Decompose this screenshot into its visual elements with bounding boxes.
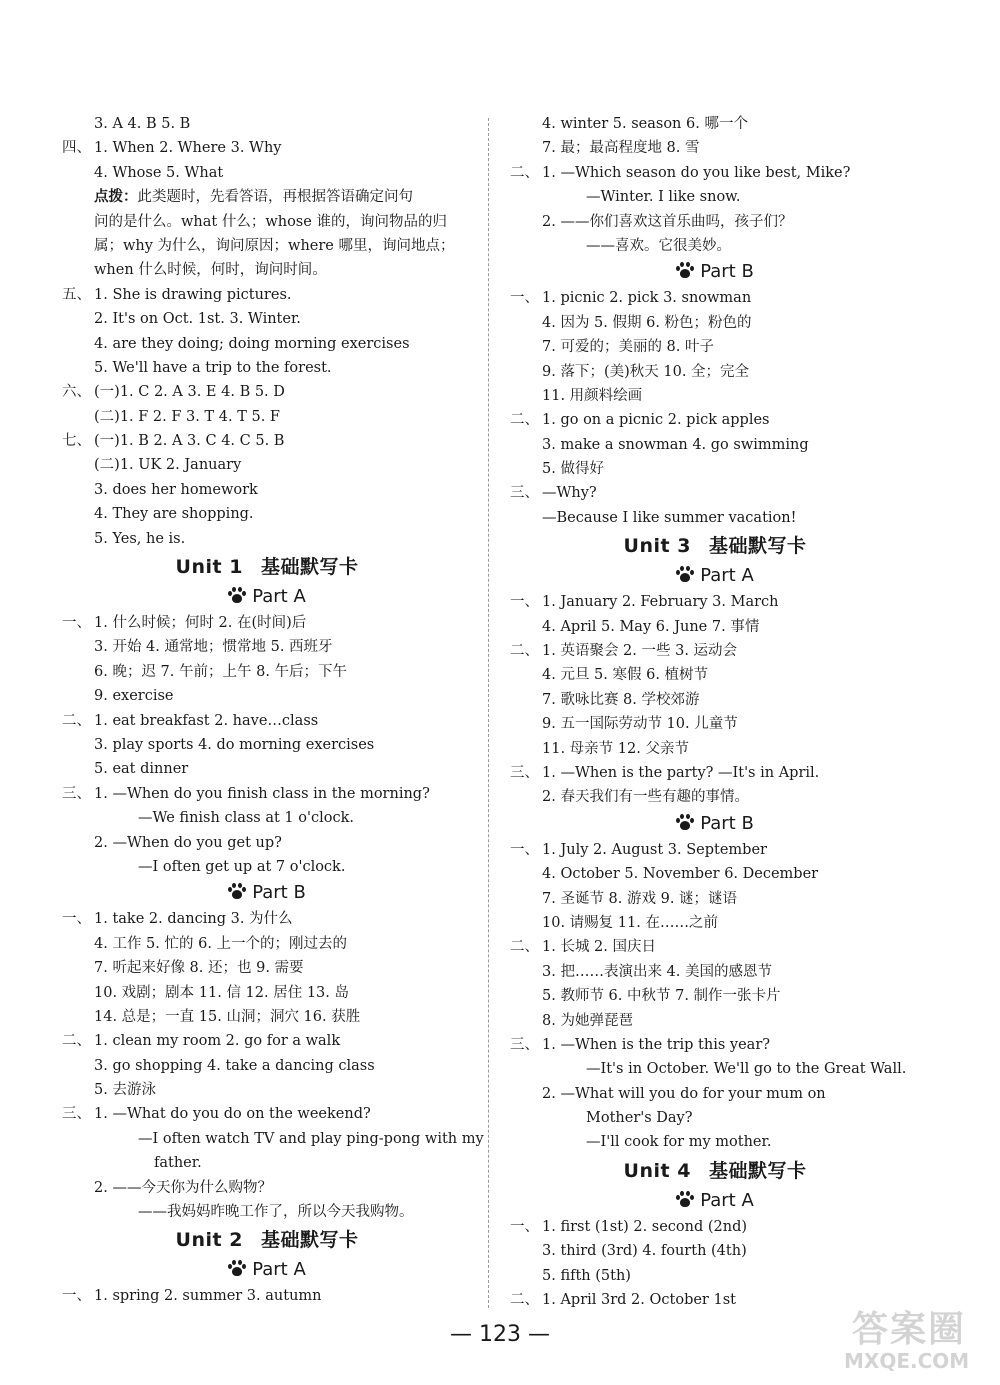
answer-line [62,1151,472,1175]
answer-line [510,838,920,862]
unit-title: 基础默写卡 [708,535,807,558]
answer-line [62,635,472,659]
watermark-logo [844,1301,994,1381]
part-heading [510,562,920,590]
answer-line [62,283,472,307]
answer-line [510,185,920,209]
part-heading [510,810,920,838]
answer-text: 4. They are shopping. [94,506,254,523]
answer-text: 1. spring 2. summer 3. autumn [94,1288,322,1305]
unit-heading [62,1224,472,1256]
section-number: 二、 [510,164,539,181]
answer-line [62,478,472,502]
answer-text: 4. winter 5. season 6. 哪一个 [542,116,748,132]
column-divider [488,118,489,1308]
part-label: Part A [700,565,754,587]
part-heading [62,1256,472,1284]
answer-text: 7. 歌咏比赛 8. 学校郊游 [542,691,700,708]
tip-text: 此类题时，先看答语，再根据答语确定问句 [137,189,413,206]
section-number: 二、 [510,939,539,956]
tip-line [62,185,472,209]
answer-line [62,1102,472,1126]
answer-text: 1. July 2. August 3. September [542,841,767,858]
answer-text: 2. —What will you do for your mum on [542,1085,826,1102]
answer-line [510,1215,920,1239]
answer-line [62,405,472,429]
answer-text: 2. ——今天你为什么购物？ [94,1179,272,1196]
part-heading [510,258,920,286]
answer-line [510,1264,920,1288]
part-label: Part B [700,261,754,283]
answer-text: 7. 圣诞节 8. 游戏 9. 谜；谜语 [542,890,738,907]
paw-icon [228,1260,246,1276]
part-heading [62,583,472,611]
answer-line [62,380,472,404]
answer-line [510,161,920,185]
answer-text: 1. —When do you finish class in the morning? [94,785,430,802]
section-number: 一、 [62,911,91,928]
answer-line [62,161,472,185]
answer-text: 1. clean my room 2. go for a walk [94,1033,341,1050]
paw-icon [228,587,246,603]
answer-text: 11. 用颜料绘画 [542,387,643,404]
answer-line [510,1239,920,1263]
part-heading [62,879,472,907]
unit-label: Unit 4 [623,1159,691,1182]
answer-text: father. [154,1155,202,1172]
section-number: 一、 [510,1218,539,1235]
unit-title: 基础默写卡 [260,1229,359,1252]
answer-line [510,408,920,432]
answer-line [62,981,472,1005]
answer-line [510,112,920,136]
answer-line [510,1033,920,1057]
answer-line [62,112,472,136]
answer-text: 3. 把……表演出来 4. 美国的感恩节 [542,963,772,980]
answer-text: 1. April 3rd 2. October 1st [542,1292,736,1309]
section-number: 一、 [510,594,539,611]
section-number: 四、 [62,140,91,157]
answer-line [62,782,472,806]
section-number: 三、 [510,764,539,781]
answer-text: 3. go shopping 4. take a dancing class [94,1057,375,1074]
answer-line [62,136,472,160]
answer-line [510,1130,920,1154]
answer-line [510,457,920,481]
section-number: 一、 [62,1288,91,1305]
answer-line [62,429,472,453]
section-number: 三、 [510,485,539,502]
answer-text: 5. 教师节 6. 中秋节 7. 制作一张卡片 [542,988,781,1005]
answer-line [510,335,920,359]
answer-line [62,831,472,855]
answer-text: 1. 什么时候；何时 2. 在(时间)后 [94,615,307,632]
unit-title: 基础默写卡 [708,1159,807,1182]
left-column [62,112,484,1309]
answer-text: 7. 可爱的；美丽的 8. 叶子 [542,339,714,356]
answer-line [62,956,472,980]
answer-line [510,590,920,614]
answer-line [510,639,920,663]
answer-text: 1. eat breakfast 2. have…class [94,712,319,729]
section-number: 五、 [62,286,91,303]
answer-line [62,709,472,733]
section-number: 二、 [510,1292,539,1309]
answer-text: 1. take 2. dancing 3. 为什么 [94,911,293,928]
answer-text: 2. 春天我们有一些有趣的事情。 [542,789,749,806]
answer-text: 5. Yes, he is. [94,530,186,547]
answer-line [62,1029,472,1053]
answer-text: 8. 为她弹琵琶 [542,1012,633,1029]
answer-line [62,1176,472,1200]
answer-line [510,311,920,335]
answer-text: 1. She is drawing pictures. [94,286,292,303]
answer-text: 2. ——你们喜欢这首乐曲吗，孩子们？ [542,213,793,230]
watermark-text: 答案圈 [852,1309,967,1350]
unit-title: 基础默写卡 [260,556,359,579]
answer-text: (一)1. B 2. A 3. C 4. C 5. B [94,433,285,450]
section-number: 二、 [510,643,539,660]
part-heading [510,1187,920,1215]
answer-line [510,1009,920,1033]
answer-text: 5. fifth (5th) [542,1267,631,1284]
answer-text: 5. 做得好 [542,461,604,478]
watermark-url: MXQE.COM [844,1349,970,1373]
paw-icon [676,262,694,278]
answer-text: 10. 戏剧；剧本 11. 信 12. 居住 13. 岛 [94,984,350,1001]
answer-line [510,712,920,736]
answer-line [510,481,920,505]
section-number: 六、 [62,384,91,401]
section-number: 七、 [62,433,91,450]
unit-label: Unit 1 [175,556,243,579]
answer-line [510,688,920,712]
answer-text: 4. April 5. May 6. June 7. 事情 [542,618,760,635]
answer-text: ——我妈妈昨晚工作了，所以今天我购物。 [138,1204,414,1221]
part-label: Part B [252,882,306,904]
answer-line [62,356,472,380]
paw-icon [676,814,694,830]
answer-text: 4. 工作 5. 忙的 6. 上一个的；刚过去的 [94,935,348,952]
unit-label: Unit 3 [623,535,691,558]
answer-line [510,615,920,639]
unit-heading [510,1155,920,1187]
section-number: 一、 [62,615,91,632]
answer-line [62,1078,472,1102]
answer-text: 7. 听起来好像 8. 还；也 9. 需要 [94,960,304,977]
answer-text: (二)1. UK 2. January [94,457,242,474]
answer-text: —We finish class at 1 o'clock. [138,810,354,827]
answer-line [62,660,472,684]
answer-line [62,527,472,551]
answer-text: Mother's Day? [586,1110,693,1127]
section-number: 二、 [62,712,91,729]
answer-text: —I'll cook for my mother. [586,1134,772,1151]
answer-text: 3. play sports 4. do morning exercises [94,736,375,753]
section-number: 三、 [62,1106,91,1123]
answer-text: (一)1. C 2. A 3. E 4. B 5. D [94,384,285,401]
answer-line [510,286,920,310]
answer-text: 4. 因为 5. 假期 6. 粉色；粉色的 [542,314,752,331]
answer-text: 4. October 5. November 6. December [542,866,819,883]
answer-line [62,611,472,635]
answer-line [62,307,472,331]
answer-line [510,761,920,785]
answer-text: (二)1. F 2. F 3. T 4. T 5. F [94,408,280,425]
right-column [510,112,920,1312]
answer-text: ——喜欢。它很美妙。 [586,237,731,254]
answer-line [62,453,472,477]
answer-line [510,1057,920,1081]
answer-line [510,862,920,886]
answer-text: 5. 去游泳 [94,1082,156,1099]
answer-line [510,737,920,761]
answer-line [510,785,920,809]
unit-label: Unit 2 [175,1229,243,1252]
answer-text: 1. When 2. Where 3. Why [94,140,282,157]
answer-text: 9. 落下；(美)秋天 10. 全；完全 [542,363,750,380]
section-number: 一、 [510,290,539,307]
answer-text: 4. are they doing; doing morning exercises [94,335,410,352]
answer-text: 3. 开始 4. 通常地；惯常地 5. 西班牙 [94,639,333,656]
tip-continuation: when 什么时候，何时，询问时间。 [94,262,327,279]
answer-text: —Because I like summer vacation! [542,509,797,526]
answer-text: 4. 元旦 5. 寒假 6. 植树节 [542,667,709,684]
section-number: 二、 [510,412,539,429]
part-label: Part A [700,1189,754,1211]
answer-line [510,663,920,687]
part-label: Part B [700,812,754,834]
unit-heading [62,551,472,583]
answer-line [62,332,472,356]
answer-text: 9. exercise [94,688,174,705]
answer-text: —I often get up at 7 o'clock. [138,858,346,875]
answer-line [510,234,920,258]
answer-text: 6. 晚；迟 7. 午前；上午 8. 午后；下午 [94,663,348,680]
answer-text: 1. —What do you do on the weekend? [94,1106,371,1123]
answer-text: 10. 请赐复 11. 在……之前 [542,914,718,931]
section-number: 三、 [510,1036,539,1053]
answer-text: —I often watch TV and play ping-pong with my [138,1130,484,1147]
answer-line [62,1127,484,1151]
answer-text: 1. —When is the trip this year? [542,1036,771,1053]
answer-text: 1. January 2. February 3. March [542,594,779,611]
answer-line [62,1200,472,1224]
answer-text: 1. 长城 2. 国庆日 [542,939,656,956]
answer-line [62,733,472,757]
answer-text: 3. third (3rd) 4. fourth (4th) [542,1243,747,1260]
answer-line [62,757,472,781]
answer-line [510,136,920,160]
answer-text: 1. picnic 2. pick 3. snowman [542,290,752,307]
paw-icon [676,566,694,582]
answer-text: 1. —Which season do you like best, Mike? [542,164,851,181]
answer-line [62,907,472,931]
answer-line [510,960,920,984]
paw-icon [228,883,246,899]
answer-line [62,1005,472,1029]
part-label: Part A [252,1259,306,1281]
answer-line [510,360,920,384]
answer-text: 14. 总是；一直 15. 山洞；洞穴 16. 获胜 [94,1008,361,1025]
answer-line [510,935,920,959]
answer-line [62,684,472,708]
answer-text: 11. 母亲节 12. 父亲节 [542,740,689,757]
answer-line [510,984,920,1008]
answer-line [510,911,920,935]
unit-heading [510,530,920,562]
answer-text: 7. 最；最高程度地 8. 雪 [542,140,700,157]
answer-text: 5. We'll have a trip to the forest. [94,359,332,376]
answer-line [510,1106,920,1130]
answer-text: 9. 五一国际劳动节 10. 儿童节 [542,716,738,733]
tip-continuation: 问的是什么。what 什么；whose 谁的，询问物品的归 [94,213,447,230]
answer-text: 3. does her homework [94,481,258,498]
answer-line [510,433,920,457]
answer-line [62,932,472,956]
answer-text: —It's in October. We'll go to the Great Wall. [586,1061,907,1078]
section-number: 二、 [62,1033,91,1050]
section-number: 一、 [510,841,539,858]
answer-text: 4. Whose 5. What [94,164,224,181]
answer-line [510,506,920,530]
page-number: — 123 — [450,1322,550,1347]
answer-text: 1. go on a picnic 2. pick apples [542,412,770,429]
answer-text: 1. —When is the party? —It's in April. [542,764,820,781]
part-label: Part A [252,586,306,608]
answer-text: 3. A 4. B 5. B [94,116,191,132]
answer-line [62,855,472,879]
answer-line [62,1054,472,1078]
tip-continuation: 属；why 为什么，询问原因；where 哪里，询问地点； [94,237,455,254]
answer-line [510,384,920,408]
answer-line [62,806,472,830]
answer-text: —Why? [542,485,597,502]
answer-line [62,502,472,526]
answer-line [510,1082,920,1106]
answer-text: 1. 英语聚会 2. 一些 3. 运动会 [542,643,738,660]
answer-line [62,1284,472,1308]
answer-text: 2. It's on Oct. 1st. 3. Winter. [94,311,301,328]
tip-label: 点拨： [94,189,138,206]
answer-line [510,210,920,234]
answer-text: —Winter. I like snow. [586,189,741,206]
answer-text: 5. eat dinner [94,761,189,778]
answer-line [510,887,920,911]
answer-text: 1. first (1st) 2. second (2nd) [542,1218,748,1235]
answer-text: 3. make a snowman 4. go swimming [542,436,809,453]
answer-text: 2. —When do you get up? [94,834,282,851]
section-number: 三、 [62,785,91,802]
paw-icon [676,1191,694,1207]
